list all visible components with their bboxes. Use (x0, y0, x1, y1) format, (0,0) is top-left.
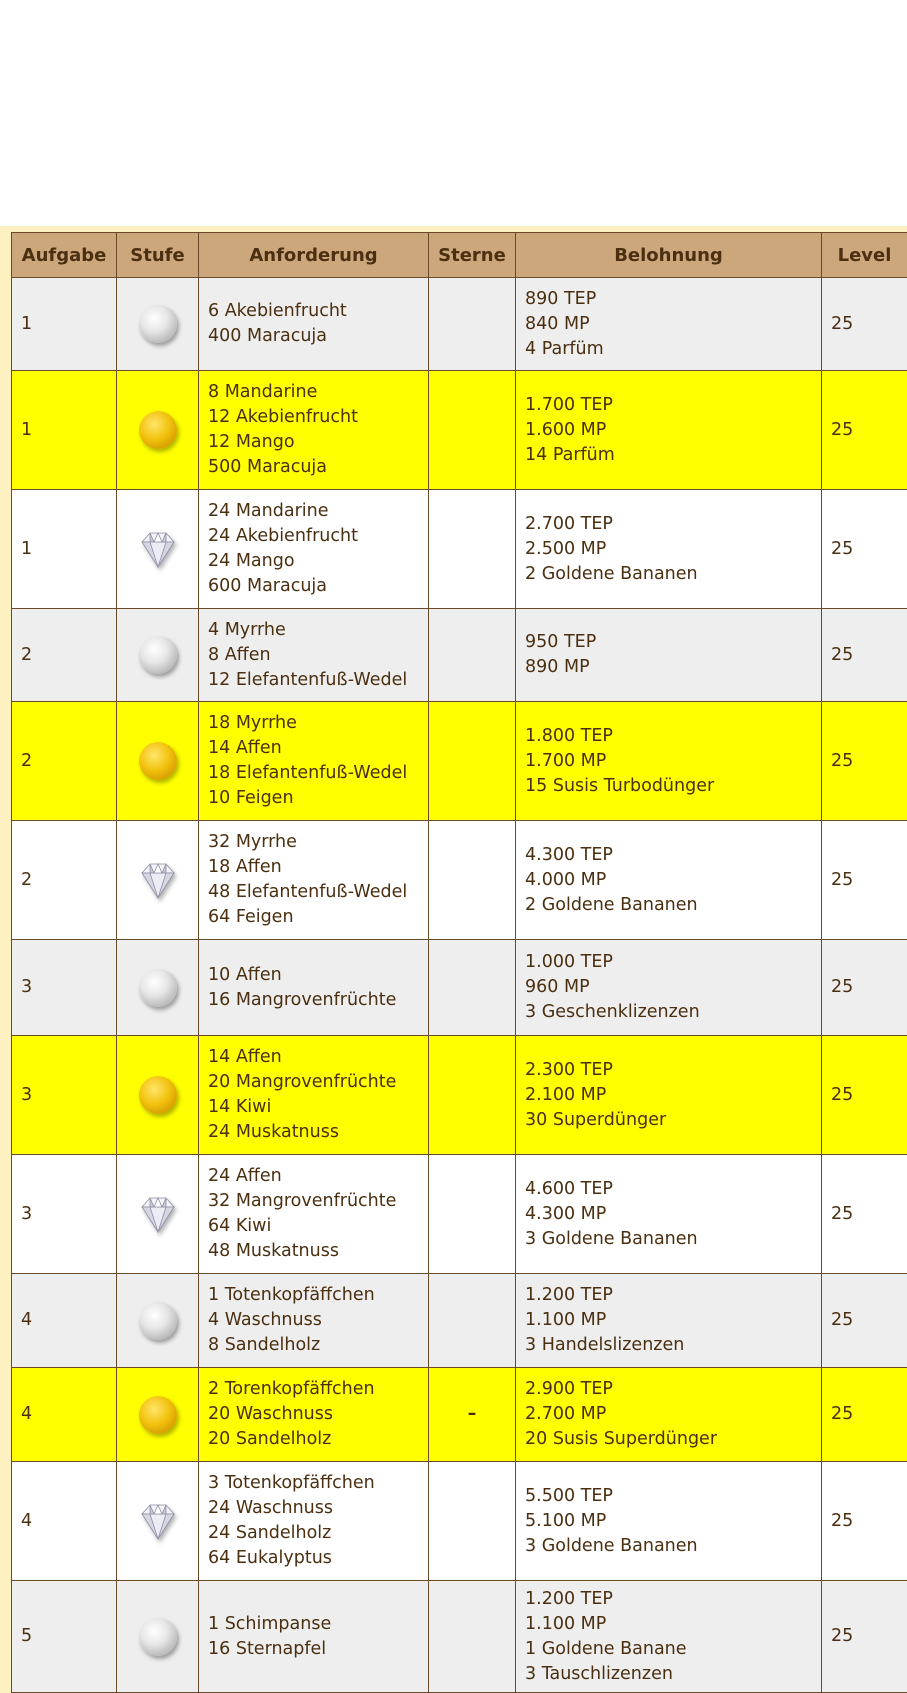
cell-sterne (429, 1036, 516, 1155)
anforderung-item: 8 Mandarine (208, 382, 318, 402)
cell-belohnung (516, 702, 822, 821)
cell-stufe (117, 1462, 199, 1581)
anforderung-item: 24 Muskatnuss (208, 1122, 339, 1142)
cell-level: 25 (822, 702, 907, 821)
belohnung-item: 4.000 MP (525, 869, 607, 890)
anforderung-item: 24 Waschnuss (208, 1498, 333, 1518)
cell-belohnung (516, 1036, 822, 1155)
anforderung-item: 3 Totenkopfäffchen (208, 1473, 375, 1493)
cell-level: 25 (822, 821, 907, 940)
belohnung-item: 2.300 TEP (525, 1059, 613, 1080)
cell-aufgabe: 3 (12, 1155, 117, 1274)
anforderung-item: 24 Mandarine (208, 501, 329, 521)
cell-sterne (429, 1462, 516, 1581)
table-row (12, 1581, 907, 1693)
cell-aufgabe: 3 (12, 940, 117, 1036)
cell-anforderung (199, 1274, 429, 1368)
cell-level: 25 (822, 1368, 907, 1462)
anforderung-item: 500 Maracuja (208, 457, 328, 477)
cell-aufgabe: 1 (12, 278, 117, 371)
anforderung-item: 8 Affen (208, 644, 271, 665)
anforderung-item: 1 Schimpanse (208, 1613, 332, 1634)
cell-sterne (429, 1155, 516, 1274)
cell-level: 25 (822, 1274, 907, 1368)
anforderung-item: 64 Eukalyptus (208, 1548, 332, 1568)
cell-aufgabe: 3 (12, 1036, 117, 1155)
cell-anforderung (199, 1368, 429, 1462)
anforderung-item: 12 Mango (208, 432, 295, 452)
anforderung-item: 32 Mangrovenfrüchte (208, 1191, 397, 1211)
anforderung-item: 10 Feigen (208, 788, 294, 808)
anforderung-item: 6 Akebienfrucht (208, 301, 347, 321)
cell-stufe (117, 609, 199, 702)
belohnung-item: 950 TEP (525, 632, 597, 652)
belohnung-item: 4 Parfüm (525, 338, 604, 359)
cell-aufgabe: 4 (12, 1274, 117, 1368)
cell-anforderung (199, 371, 429, 490)
table-row (12, 1155, 907, 1274)
cell-belohnung (516, 490, 822, 609)
cell-aufgabe: 2 (12, 821, 117, 940)
cell-anforderung (199, 609, 429, 702)
anforderung-item: 14 Affen (208, 738, 282, 758)
belohnung-item: 1 Goldene Banane (525, 1638, 687, 1659)
cell-sterne (429, 490, 516, 609)
belohnung-item: 3 Tauschlizenzen (525, 1663, 673, 1684)
anforderung-item: 2 Torenkopfäffchen (208, 1379, 375, 1399)
cell-anforderung (199, 278, 429, 371)
anforderung-item: 14 Affen (208, 1047, 282, 1067)
belohnung-item: 5.500 TEP (525, 1485, 613, 1506)
belohnung-item: 20 Susis Superdünger (525, 1429, 718, 1449)
anforderung-item: 4 Waschnuss (208, 1310, 322, 1330)
belohnung-item: 1.200 TEP (525, 1285, 613, 1305)
cell-aufgabe: 4 (12, 1462, 117, 1581)
anforderung-item: 1 Totenkopfäffchen (208, 1285, 375, 1305)
table-row (12, 821, 907, 940)
table-header-row (12, 233, 907, 278)
belohnung-item: 14 Parfüm (525, 444, 615, 465)
cell-stufe (117, 821, 199, 940)
anforderung-item: 20 Mangrovenfrüchte (208, 1072, 397, 1092)
cell-sterne (429, 940, 516, 1036)
anforderung-item: 12 Elefantenfuß-Wedel (208, 669, 408, 690)
gold-coin-icon (139, 1396, 177, 1434)
cell-stufe (117, 702, 199, 821)
belohnung-item: 1.600 MP (525, 419, 607, 440)
cell-aufgabe: 4 (12, 1368, 117, 1462)
gold-coin-icon (139, 742, 177, 780)
column-header-sterne: Sterne (429, 233, 516, 278)
cell-belohnung (516, 1368, 822, 1462)
table-row (12, 702, 907, 821)
cell-aufgabe: 2 (12, 609, 117, 702)
cell-aufgabe: 5 (12, 1581, 117, 1693)
belohnung-item: 2 Goldene Bananen (525, 894, 698, 915)
belohnung-item: 4.300 MP (525, 1203, 607, 1224)
cell-belohnung (516, 1462, 822, 1581)
anforderung-item: 18 Myrrhe (208, 713, 297, 733)
cell-belohnung (516, 821, 822, 940)
cell-sterne (429, 371, 516, 490)
column-header-aufgabe: Aufgabe (12, 233, 117, 278)
cell-level: 25 (822, 371, 907, 490)
diamond-icon (141, 530, 175, 568)
anforderung-item: 64 Kiwi (208, 1216, 272, 1236)
cell-anforderung (199, 1036, 429, 1155)
belohnung-item: 4.300 TEP (525, 844, 613, 865)
belohnung-item: 2.100 MP (525, 1084, 607, 1105)
table-body (12, 278, 907, 1693)
cell-anforderung (199, 1462, 429, 1581)
cell-stufe (117, 940, 199, 1036)
cell-belohnung (516, 1274, 822, 1368)
belohnung-item: 1.100 MP (525, 1613, 607, 1634)
cell-sterne (429, 702, 516, 821)
cell-level: 25 (822, 1155, 907, 1274)
column-header-level: Level (822, 233, 907, 278)
anforderung-item: 18 Affen (208, 857, 282, 877)
cell-belohnung (516, 371, 822, 490)
cell-aufgabe: 1 (12, 371, 117, 490)
cell-sterne (429, 1274, 516, 1368)
belohnung-item: 3 Goldene Bananen (525, 1535, 698, 1556)
belohnung-item: 15 Susis Turbodünger (525, 775, 715, 796)
table-row (12, 1462, 907, 1581)
belohnung-item: 2.500 MP (525, 538, 607, 559)
cell-stufe (117, 1036, 199, 1155)
cell-anforderung (199, 821, 429, 940)
belohnung-item: 4.600 TEP (525, 1178, 613, 1199)
cell-stufe (117, 278, 199, 371)
belohnung-item: 3 Goldene Bananen (525, 1228, 698, 1249)
anforderung-item: 600 Maracuja (208, 576, 328, 596)
belohnung-item: 2.700 MP (525, 1404, 607, 1424)
cell-anforderung (199, 1581, 429, 1693)
anforderung-item: 8 Sandelholz (208, 1335, 321, 1355)
belohnung-item: 3 Handelslizenzen (525, 1335, 685, 1355)
silver-coin-icon (139, 1302, 177, 1340)
anforderung-item: 20 Sandelholz (208, 1429, 332, 1449)
table-row (12, 940, 907, 1036)
belohnung-item: 890 MP (525, 657, 590, 677)
anforderung-item: 48 Muskatnuss (208, 1241, 339, 1261)
anforderung-item: 16 Mangrovenfrüchte (208, 989, 397, 1010)
anforderung-item: 18 Elefantenfuß-Wedel (208, 763, 408, 783)
cell-level: 25 (822, 1581, 907, 1693)
anforderung-item: 16 Sternapfel (208, 1638, 327, 1659)
cell-level: 25 (822, 490, 907, 609)
cell-level: 25 (822, 1462, 907, 1581)
cell-stufe (117, 371, 199, 490)
cell-belohnung (516, 1155, 822, 1274)
diamond-icon (141, 1195, 175, 1233)
column-header-belohnung: Belohnung (516, 233, 822, 278)
table-row (12, 278, 907, 371)
anforderung-item: 48 Elefantenfuß-Wedel (208, 882, 408, 902)
cell-stufe (117, 490, 199, 609)
anforderung-item: 20 Waschnuss (208, 1404, 333, 1424)
cell-level: 25 (822, 609, 907, 702)
cell-sterne (429, 821, 516, 940)
quest-table (11, 232, 907, 1693)
cell-sterne: – (429, 1368, 516, 1462)
belohnung-item: 2 Goldene Bananen (525, 563, 698, 584)
belohnung-item: 30 Superdünger (525, 1109, 667, 1130)
cell-stufe (117, 1155, 199, 1274)
cell-anforderung (199, 702, 429, 821)
cell-belohnung (516, 278, 822, 371)
anforderung-item: 400 Maracuja (208, 326, 328, 346)
cell-stufe (117, 1368, 199, 1462)
cell-level: 25 (822, 1036, 907, 1155)
cell-anforderung (199, 940, 429, 1036)
anforderung-item: 24 Sandelholz (208, 1523, 332, 1543)
cell-anforderung (199, 1155, 429, 1274)
belohnung-item: 1.700 TEP (525, 394, 613, 415)
table-row (12, 1368, 907, 1462)
belohnung-item: 890 TEP (525, 288, 597, 309)
cell-belohnung (516, 1581, 822, 1693)
belohnung-item: 1.700 MP (525, 750, 607, 771)
cell-aufgabe: 2 (12, 702, 117, 821)
anforderung-item: 32 Myrrhe (208, 832, 297, 852)
anforderung-item: 64 Feigen (208, 907, 294, 927)
anforderung-item: 10 Affen (208, 964, 282, 985)
belohnung-item: 5.100 MP (525, 1510, 607, 1531)
belohnung-item: 1.200 TEP (525, 1588, 613, 1609)
cell-stufe (117, 1274, 199, 1368)
silver-coin-icon (139, 969, 177, 1007)
belohnung-item: 2.700 TEP (525, 513, 613, 534)
table-row (12, 609, 907, 702)
gold-coin-icon (139, 1076, 177, 1114)
anforderung-item: 12 Akebienfrucht (208, 407, 358, 427)
cell-sterne (429, 278, 516, 371)
belohnung-item: 1.100 MP (525, 1310, 607, 1330)
belohnung-item: 960 MP (525, 977, 590, 997)
diamond-icon (141, 1502, 175, 1540)
belohnung-item: 840 MP (525, 313, 590, 334)
silver-coin-icon (139, 305, 177, 343)
table-row (12, 490, 907, 609)
belohnung-item: 1.800 TEP (525, 725, 613, 746)
gold-coin-icon (139, 411, 177, 449)
anforderung-item: 24 Affen (208, 1166, 282, 1186)
belohnung-item: 3 Geschenklizenzen (525, 1002, 700, 1022)
belohnung-item: 1.000 TEP (525, 952, 613, 972)
cell-belohnung (516, 609, 822, 702)
cell-aufgabe: 1 (12, 490, 117, 609)
cell-sterne (429, 609, 516, 702)
anforderung-item: 24 Akebienfrucht (208, 526, 358, 546)
cell-stufe (117, 1581, 199, 1693)
cell-belohnung (516, 940, 822, 1036)
cell-level: 25 (822, 940, 907, 1036)
silver-coin-icon (139, 636, 177, 674)
diamond-icon (141, 861, 175, 899)
anforderung-item: 4 Myrrhe (208, 619, 286, 640)
table-row (12, 371, 907, 490)
table-row (12, 1036, 907, 1155)
column-header-stufe: Stufe (117, 233, 199, 278)
column-header-anforderung: Anforderung (199, 233, 429, 278)
silver-coin-icon (139, 1618, 177, 1656)
cell-anforderung (199, 490, 429, 609)
anforderung-item: 14 Kiwi (208, 1097, 272, 1117)
anforderung-item: 24 Mango (208, 551, 295, 571)
cell-level: 25 (822, 278, 907, 371)
table-row (12, 1274, 907, 1368)
belohnung-item: 2.900 TEP (525, 1379, 613, 1399)
cell-sterne (429, 1581, 516, 1693)
